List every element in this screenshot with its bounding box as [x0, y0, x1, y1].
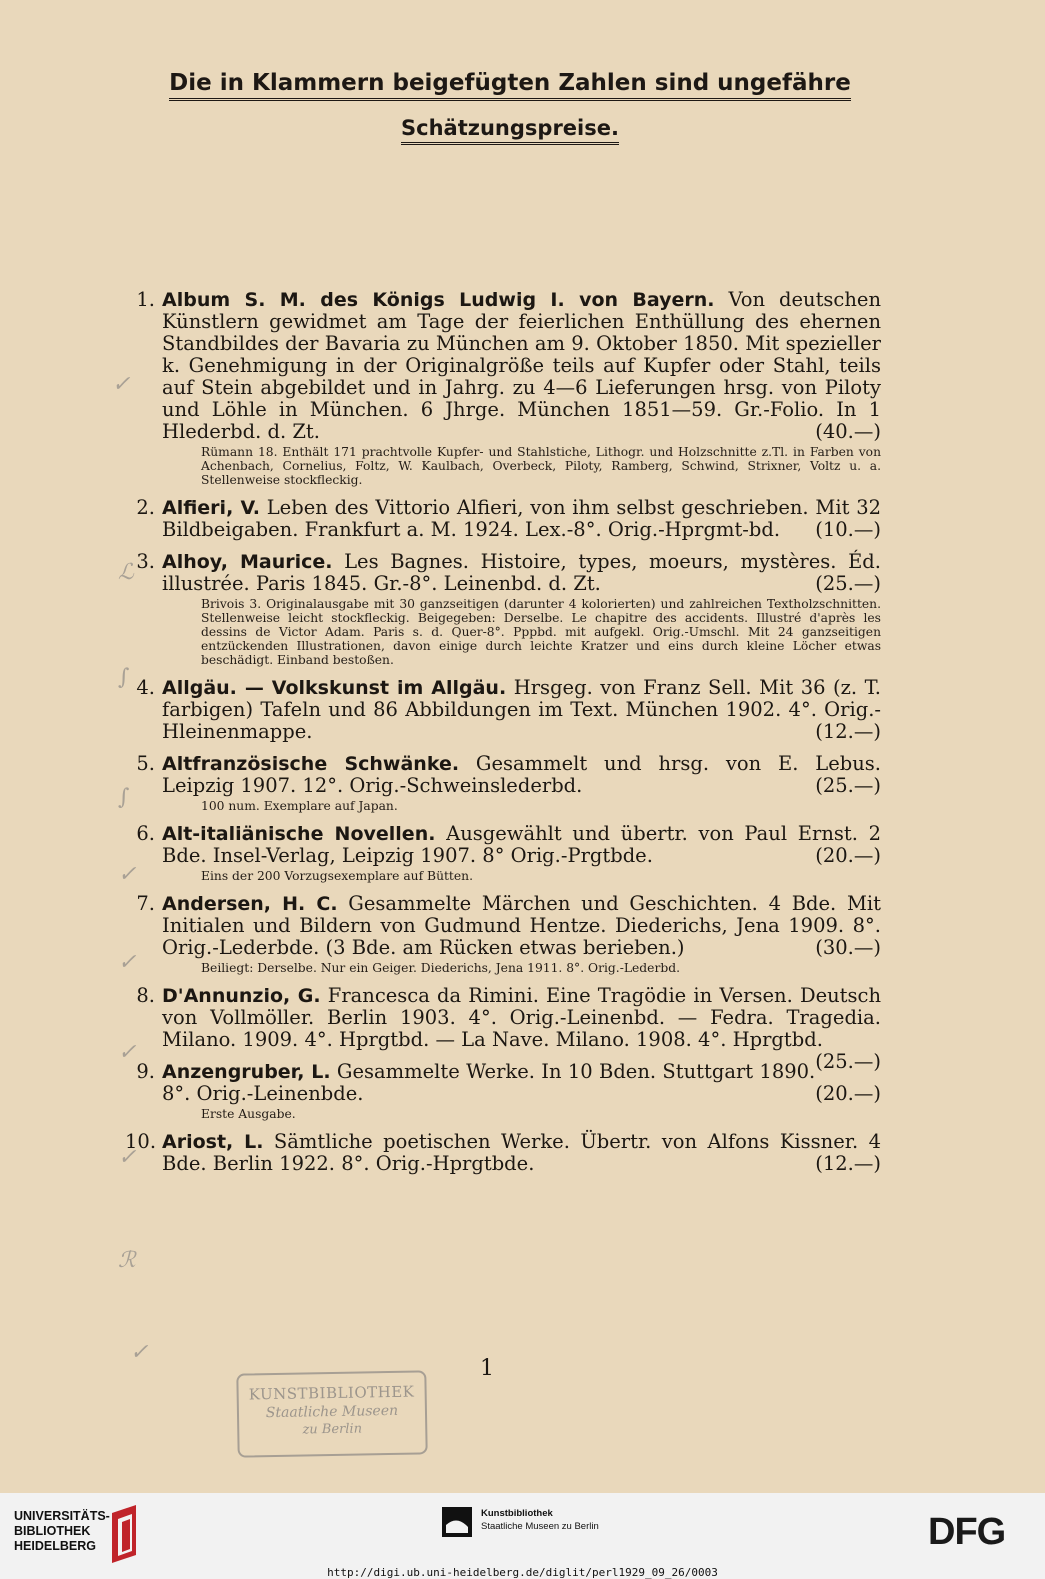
- entry-price: (25.—): [815, 1050, 881, 1073]
- entry-body: [162, 1061, 881, 1105]
- entry-author: Altfranzösische Schwänke.: [162, 753, 460, 775]
- entry-number: 5.: [136, 752, 155, 775]
- kunstbibliothek-label[interactable]: Kunstbibliothek Staatliche Museen zu Berlin: [481, 1508, 599, 1532]
- list-item: [125, 823, 881, 883]
- pencil-mark: ✓: [130, 1340, 149, 1365]
- list-item: [125, 1061, 881, 1121]
- entry-note: Rümann 18. Enthält 171 prachtvolle Kupfer- und Stahlstiche, Lithogr. und Holzschnitte z.Tl. in Farben von Achenbach, Cornelius, Foltz, W. Kaulbach, Overbeck, Piloty, Ramberg, Schwind, Strixner, Voltz u. a. Stellenweise stockfleckig.: [201, 445, 881, 487]
- entry-body: [162, 289, 881, 443]
- entry-body: [162, 551, 881, 595]
- stamp-line-3: zu Berlin: [302, 1421, 363, 1438]
- list-item: [125, 893, 881, 975]
- list-item: [125, 677, 881, 743]
- list-item: [125, 497, 881, 541]
- library-stamp: [236, 1370, 427, 1457]
- list-item: [125, 1131, 881, 1175]
- entry-price: (25.—): [815, 774, 881, 797]
- entry-price: (40.—): [815, 420, 881, 443]
- page-number: 1: [480, 1356, 494, 1381]
- entry-text: Von deutschen Künstlern gewidmet am Tage der feierlichen Enthüllung des ehernen Standbildes der Bavaria zu München am 9. Oktober 1850. Mit spezieller k. Genehmigung in der Originalgröße teils auf Kupfer oder Stahl, teils auf Stein abgebildet und in Jahrg. zu 4—6 Lieferungen hrsg. von Piloty und Löhle in München. 6 Jhrge. München 1851—59. Gr.-Folio. In 1 Hlederbd. d. Zt.: [162, 288, 882, 443]
- entry-list: [125, 289, 881, 1185]
- entry-number: 1.: [136, 288, 155, 311]
- entry-number: 8.: [136, 984, 155, 1007]
- entry-note: Erste Ausgabe.: [201, 1107, 296, 1121]
- entry-author: Alfieri, V.: [162, 497, 260, 519]
- pencil-mark: ✓: [118, 862, 137, 887]
- entry-note: Beiliegt: Derselbe. Nur ein Geiger. Diederichs, Jena 1911. 8°. Orig.-Lederbd.: [201, 961, 680, 975]
- kunstbibliothek-logo-icon[interactable]: [442, 1507, 472, 1537]
- pencil-mark: ∫: [118, 785, 130, 810]
- pencil-mark: ✓: [112, 372, 131, 397]
- ub-logo-icon[interactable]: [108, 1505, 144, 1563]
- entry-text: Francesca da Rimini. Eine Tragödie in Versen. Deutsch von Vollmöller. Berlin 1903. 4°. Orig.-Leinenbd. — Fedra. Tragedia. Milano. 1909. 4°. Hprgtbd. — La Nave. Milano. 1908. 4°. Hprgtbd.: [162, 984, 881, 1051]
- entry-number: 4.: [136, 676, 155, 699]
- entry-author: Allgäu. — Volkskunst im Allgäu.: [162, 677, 507, 699]
- entry-price: (12.—): [815, 1152, 881, 1175]
- list-item: [125, 289, 881, 487]
- entry-body: [162, 497, 881, 541]
- entry-price: (25.—): [815, 572, 881, 595]
- entry-price: (10.—): [815, 518, 881, 541]
- entry-price: (20.—): [815, 844, 881, 867]
- entry-number: 6.: [136, 822, 155, 845]
- entry-body: [162, 753, 881, 797]
- entry-text: Leben des Vittorio Alfieri, von ihm selbst geschrieben. Mit 32 Bildbeigaben. Frankfurt a. M. 1924. Lex.-8°. Orig.-Hprgmt-bd.: [162, 496, 882, 541]
- source-url[interactable]: http://digi.ub.uni-heidelberg.de/diglit/perl1929_09_26/0003: [327, 1566, 718, 1579]
- entry-note: Brivois 3. Originalausgabe mit 30 ganzseitigen (darunter 4 kolorierten) und zahlreichen Textholzschnitten. Stellenweise leicht stockfleckig. Beigegeben: Derselbe. Le chapitre des accidents. Illustré d'après les dessins de Victor Adam. Paris s. d. Quer-8°. Pppbd. mit aufgekl. Orig.-Umschl. Mit 24 ganzseitigen entzückenden Illustrationen, davon einige durch leichte Kratzer und eins durch kleine Löcher etwas beschädigt. Einband bestoßen.: [201, 597, 881, 667]
- entry-body: [162, 823, 881, 867]
- entry-text: Sämtliche poetischen Werke. Übertr. von Alfons Kissner. 4 Bde. Berlin 1922. 8°. Orig.-Hprgtbde.: [162, 1130, 881, 1175]
- entry-body: [162, 1131, 881, 1175]
- entry-price: (30.—): [815, 936, 881, 959]
- pencil-mark: ✓: [118, 1145, 137, 1170]
- pencil-mark: ✓: [118, 950, 137, 975]
- entry-text: Ausgewählt und übertr. von Paul Ernst. 2 Bde. Insel-Verlag, Leipzig 1907. 8° Orig.-Prgtbde.: [162, 822, 881, 867]
- dfg-logo[interactable]: DFG: [928, 1511, 1006, 1553]
- entry-author: D'Annunzio, G.: [162, 985, 321, 1007]
- entry-author: Alt-italiänische Novellen.: [162, 823, 436, 845]
- entry-note: 100 num. Exemplare auf Japan.: [201, 799, 398, 813]
- pencil-mark: ✓: [118, 1040, 137, 1065]
- entry-body: [162, 677, 881, 743]
- list-item: [125, 753, 881, 813]
- entry-author: Ariost, L.: [162, 1131, 264, 1153]
- entry-text: Hrsgeg. von Franz Sell. Mit 36 (z. T. farbigen) Tafeln und 86 Abbildungen im Text. München 1902. 4°. Orig.-Hleinenmappe.: [162, 676, 881, 743]
- entry-number: 10.: [125, 1130, 157, 1153]
- entry-body: [162, 893, 881, 959]
- header-line-1: Die in Klammern beigefügten Zahlen sind ungefähre: [120, 70, 900, 96]
- entry-note: Eins der 200 Vorzugsexemplare auf Bütten.: [201, 869, 473, 883]
- header-line-2: Schätzungspreise.: [120, 116, 900, 140]
- stamp-line-1: KUNSTBIBLIOTHEK: [248, 1382, 415, 1404]
- entry-price: (12.—): [815, 720, 881, 743]
- entry-author: Album S. M. des Königs Ludwig I. von Bayern.: [162, 289, 715, 311]
- stamp-line-2: Staatliche Museen: [265, 1402, 399, 1422]
- list-item: [125, 551, 881, 667]
- entry-number: 9.: [136, 1060, 155, 1083]
- entry-number: 7.: [136, 892, 155, 915]
- entry-author: Alhoy, Maurice.: [162, 551, 333, 573]
- entry-text: Gesammelt und hrsg. von E. Lebus. Leipzig 1907. 12°. Orig.-Schweinslederbd.: [162, 752, 881, 797]
- pencil-mark: ∫: [118, 665, 130, 690]
- entry-author: Andersen, H. C.: [162, 893, 338, 915]
- pencil-mark: ℒ: [118, 560, 134, 585]
- entry-author: Anzengruber, L.: [162, 1061, 331, 1083]
- entry-price: (20.—): [815, 1082, 881, 1105]
- entry-text: Gesammelte Werke. In 10 Bden. Stuttgart 1890. 8°. Orig.-Leinenbde.: [162, 1060, 816, 1105]
- ub-heidelberg-label[interactable]: UNIVERSITÄTS- BIBLIOTHEK HEIDELBERG: [14, 1509, 110, 1553]
- entry-text: Les Bagnes. Histoire, types, moeurs, mystères. Éd. illustrée. Paris 1845. Gr.-8°. Leinenbd. d. Zt.: [162, 550, 881, 595]
- entry-number: 3.: [136, 550, 155, 573]
- pencil-mark: ℛ: [118, 1248, 136, 1273]
- entry-text: Gesammelte Märchen und Geschichten. 4 Bde. Mit Initialen und Bildern von Gudmund Hentze. Diederichs, Jena 1909. 8°. Orig.-Lederbde. (3 Bde. am Rücken etwas berieben.): [162, 892, 881, 959]
- entry-number: 2.: [136, 496, 155, 519]
